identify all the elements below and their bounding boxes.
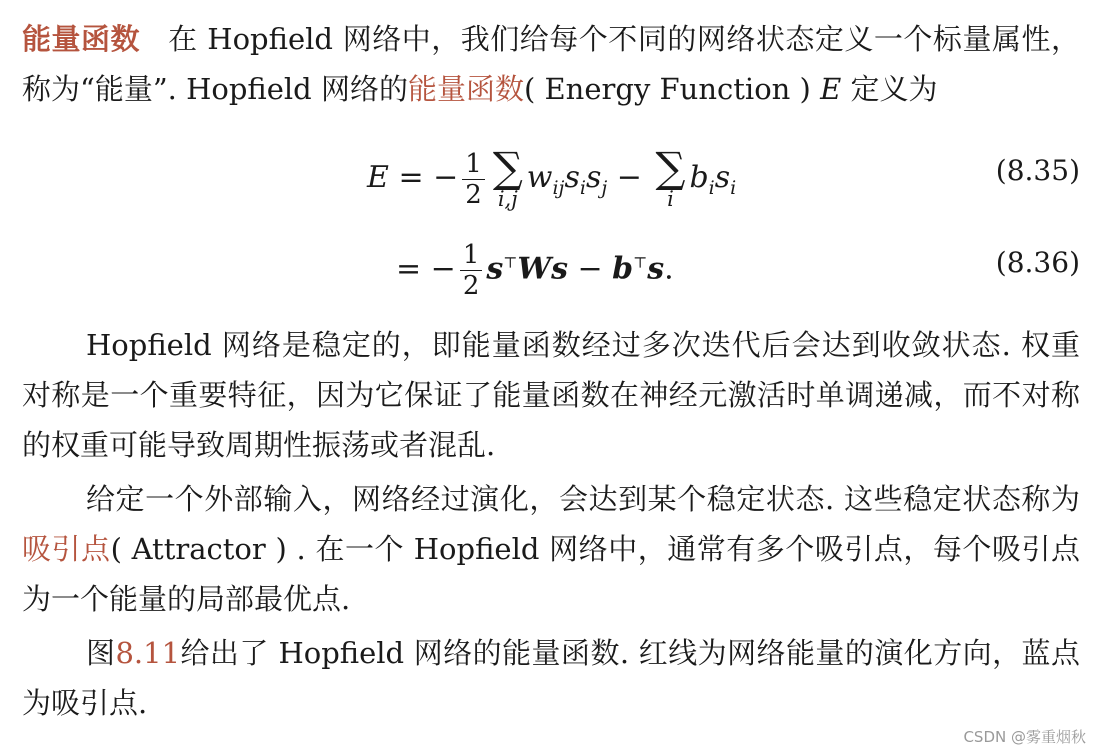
p1-symbol-e: E bbox=[820, 72, 842, 106]
eq1-sum-2 bbox=[655, 143, 686, 211]
eq1-sum2-sub: i bbox=[667, 187, 674, 211]
eq1-s1-sub: i bbox=[579, 177, 586, 199]
eq1-b-sub: i bbox=[708, 177, 715, 199]
eq1-s2: s bbox=[585, 160, 602, 195]
eq2-W: W bbox=[517, 251, 552, 287]
eq2-frac-num: 1 bbox=[460, 240, 483, 271]
eq1-sum-1 bbox=[492, 143, 523, 211]
eq2-s3: s bbox=[647, 251, 665, 287]
paragraph-energy-definition bbox=[22, 14, 1080, 114]
eq2-s2: s bbox=[551, 251, 568, 287]
eq1-s2-sub: j bbox=[601, 177, 608, 199]
p4-text-a: 图 bbox=[86, 636, 116, 670]
eq1-frac-den: 2 bbox=[465, 179, 482, 210]
eq1-w: w bbox=[526, 160, 553, 195]
sigma-icon: ∑ bbox=[492, 143, 523, 192]
p1-text-a: 在 Hopfield 网络中，我们给每个不同的网络状态定义一个标量属性，称为“能量”. Hopfield 网络的 bbox=[22, 22, 1080, 106]
figure-ref-link[interactable]: 8.11 bbox=[115, 636, 181, 670]
eq1-fraction bbox=[462, 149, 485, 210]
eq2-s: s bbox=[486, 251, 504, 287]
eq1-b: b bbox=[689, 160, 709, 195]
eq1-minus: − bbox=[607, 160, 652, 195]
paragraph-stability: Hopfield 网络是稳定的，即能量函数经过多次迭代后会达到收敛状态. 权重对称是一个重要特征，因为它保证了能量函数在神经元激活时单调递减，而不对称的权重可能导致周期性振荡或者混乱. bbox=[22, 328, 1080, 462]
p4-text-b: 给出了 Hopfield 网络的能量函数. 红线为网络能量的演化方向，蓝点为吸引点. bbox=[22, 636, 1080, 720]
eq2-minus: − bbox=[567, 251, 613, 287]
eq1-sum1-sub: i,j bbox=[497, 187, 518, 211]
eq1-lhs: E bbox=[367, 160, 389, 195]
paragraph-figure-ref bbox=[22, 628, 1080, 728]
eq1-s1: s bbox=[564, 160, 580, 195]
p3-text-a: 给定一个外部输入，网络经过演化，会达到某个稳定状态. 这些稳定状态称为 bbox=[86, 482, 1080, 516]
eq1-s3-sub: i bbox=[730, 177, 737, 199]
p1-text-b: ( Energy Function ) bbox=[523, 72, 821, 106]
page bbox=[22, 14, 1080, 728]
eq2-period: . bbox=[664, 251, 674, 287]
p1-text-c: 定义为 bbox=[841, 72, 938, 106]
eq2-frac-den: 2 bbox=[462, 271, 480, 301]
equation-block bbox=[22, 122, 1080, 312]
watermark: CSDN @雾重烟秋 bbox=[963, 728, 1086, 746]
sigma-icon: ∑ bbox=[655, 143, 686, 192]
p3-text-b: ( Attractor ) . 在一个 Hopfield 网络中，通常有多个吸引点，每个吸引点为一个能量的局部最优点. bbox=[22, 532, 1080, 616]
paragraph-attractor bbox=[22, 474, 1080, 624]
term-attractor-link[interactable]: 吸引点 bbox=[22, 532, 111, 566]
eq2-b: b bbox=[612, 251, 634, 287]
eq2-fraction bbox=[460, 240, 483, 301]
equation-8-35 bbox=[367, 143, 737, 211]
eq1-equals-minus: = − bbox=[388, 160, 459, 195]
eq2-equals-minus: = − bbox=[396, 251, 456, 287]
eq1-s3: s bbox=[714, 160, 731, 195]
term-energy-function-link[interactable]: 能量函数 bbox=[407, 72, 524, 106]
equation-8-36 bbox=[396, 240, 674, 301]
equation-number-8-35: (8.35) bbox=[995, 154, 1080, 187]
equation-number-8-36: (8.36) bbox=[995, 246, 1080, 279]
term-energy-function-heading: 能量函数 bbox=[22, 22, 141, 56]
eq1-frac-num: 1 bbox=[462, 149, 485, 180]
eq2-transpose-1: ⊤ bbox=[503, 253, 518, 272]
eq1-w-sub: ij bbox=[552, 177, 565, 199]
eq2-transpose-2: ⊤ bbox=[633, 253, 648, 272]
